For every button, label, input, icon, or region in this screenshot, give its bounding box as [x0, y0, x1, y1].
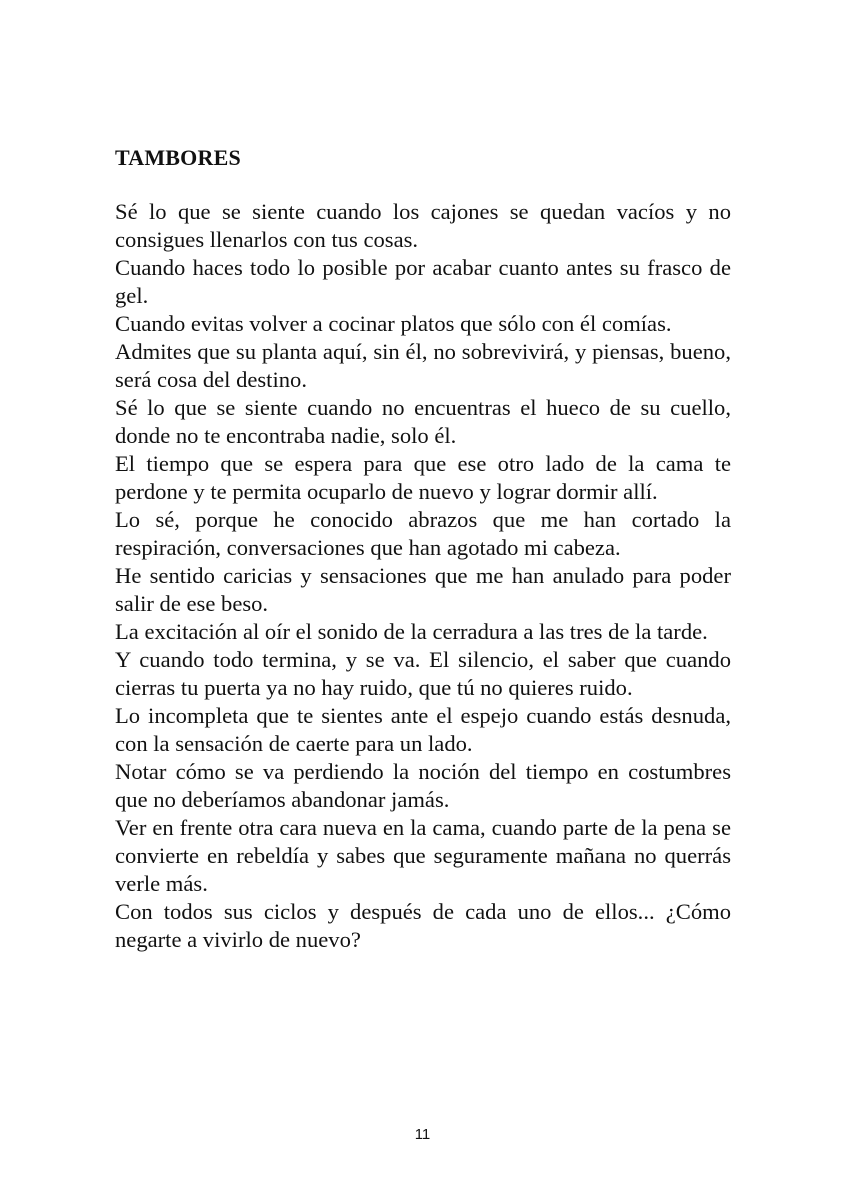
- paragraph: La excitación al oír el sonido de la cerradura a las tres de la tarde.: [115, 619, 708, 644]
- paragraph: He sentido caricias y sensaciones que me han anulado para poder salir de ese beso.: [115, 563, 731, 616]
- chapter-body: [115, 198, 731, 954]
- paragraph: Y cuando todo termina, y se va. El silencio, el saber que cuando cierras tu puerta ya no hay ruido, que tú no quieres ruido.: [115, 647, 731, 700]
- chapter-title: TAMBORES: [115, 145, 241, 170]
- paragraph: Ver en frente otra cara nueva en la cama, cuando parte de la pena se convierte en rebeldía y sabes que seguramente mañana no querrás verle más.: [115, 815, 731, 896]
- paragraph: Sé lo que se siente cuando no encuentras el hueco de su cuello, donde no te encontraba nadie, solo él.: [115, 395, 731, 448]
- paragraph: Cuando evitas volver a cocinar platos que sólo con él comías.: [115, 311, 672, 336]
- paragraph: Cuando haces todo lo posible por acabar cuanto antes su frasco de gel.: [115, 255, 731, 308]
- page-number: 11: [414, 1126, 431, 1143]
- paragraph: Admites que su planta aquí, sin él, no sobrevivirá, y piensas, bueno, será cosa del destino.: [115, 339, 731, 392]
- paragraph: Con todos sus ciclos y después de cada uno de ellos... ¿Cómo negarte a vivirlo de nuevo?: [115, 899, 731, 952]
- paragraph: Lo sé, porque he conocido abrazos que me han cortado la respiración, conversaciones que han agotado mi cabeza.: [115, 507, 731, 560]
- paragraph: El tiempo que se espera para que ese otro lado de la cama te perdone y te permita ocuparlo de nuevo y lograr dormir allí.: [115, 451, 731, 504]
- paragraph: Sé lo que se siente cuando los cajones se quedan vacíos y no consigues llenarlos con tus cosas.: [115, 199, 731, 252]
- paragraph: Notar cómo se va perdiendo la noción del tiempo en costumbres que no deberíamos abandonar jamás.: [115, 759, 731, 812]
- paragraph: Lo incompleta que te sientes ante el espejo cuando estás desnuda, con la sensación de caerte para un lado.: [115, 703, 731, 756]
